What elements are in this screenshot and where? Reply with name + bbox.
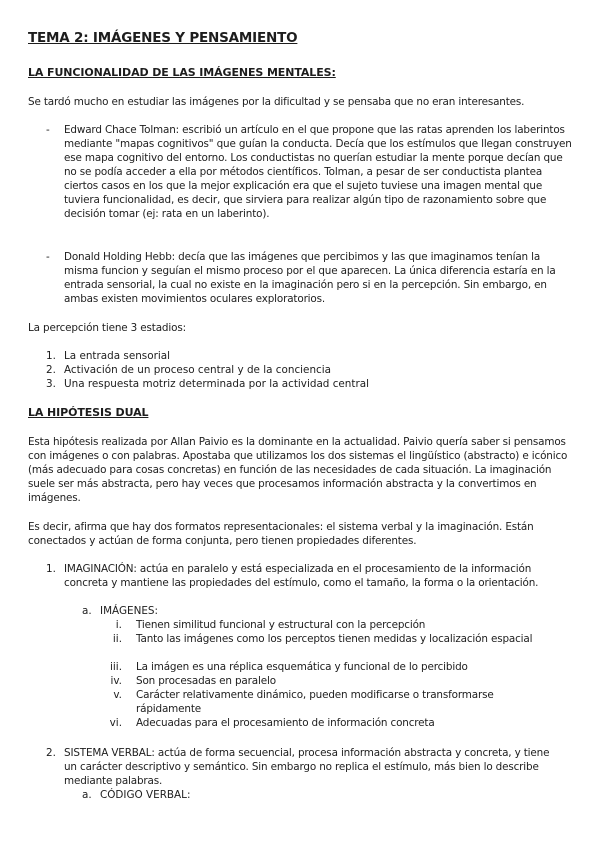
bullet-hebb: Donald Holding Hebb: decía que las imágenes que percibimos y las que imaginamos tenían la misma funcion y seguían el mismo proceso por el que aparecen. La única diferencia estaría en la entrada sensorial, la cual no existe en la imaginación pero si en la percepción. Sin embargo, en ambas existen movimientos oculares exploratorios. bbox=[64, 251, 556, 305]
verbal-code-subheading: CÓDIGO VERBAL: bbox=[100, 789, 191, 801]
verbal-system-item: SISTEMA VERBAL: actúa de forma secuencial, procesa información abstracta y concreta, y tiene un carácter descriptivo y semántico. Sin embargo no replica el estímulo, más bien lo describe mediante palabras. bbox=[64, 747, 550, 787]
image-feature: Adecuadas para el procesamiento de información concreta bbox=[136, 717, 435, 729]
roman-marker: iv. bbox=[110, 675, 122, 687]
stage-marker: 1. bbox=[46, 350, 56, 362]
roman-marker: vi. bbox=[109, 717, 122, 729]
image-feature: La imágen es una réplica esquemática y funcional de lo percibido bbox=[136, 661, 468, 673]
roman-marker: v. bbox=[113, 689, 122, 701]
image-feature: Carácter relativamente dinámico, pueden modificarse o transformarse rápidamente bbox=[136, 689, 494, 715]
section-heading-dual: LA HIPÓTESIS DUAL bbox=[28, 406, 149, 419]
perception-intro: La percepción tiene 3 estadios: bbox=[28, 322, 186, 334]
image-feature: Tienen similitud funcional y estructural con la percepción bbox=[136, 619, 426, 631]
image-feature: Son procesadas en paralelo bbox=[136, 675, 276, 687]
list-marker: 1. bbox=[46, 563, 56, 575]
roman-marker: ii. bbox=[112, 633, 122, 645]
stage-marker: 2. bbox=[46, 364, 56, 376]
stage-marker: 3. bbox=[46, 378, 56, 390]
image-feature: Tanto las imágenes como los perceptos tienen medidas y localización espacial bbox=[136, 633, 533, 645]
page-title: TEMA 2: IMÁGENES Y PENSAMIENTO bbox=[28, 30, 298, 46]
dual-paragraph-1: Esta hipótesis realizada por Allan Paivio es la dominante en la actualidad. Paivio quería saber si pensamos con imágenes o con palabras. Apostaba que utilizamos los dos sistemas el lingüístico (abstracto) e icónico (más adecuado para cosas concretas) en función de las necesidades de cada situación. La imaginación suele ser más abstracta, pero hay veces que procesamos información abstracta y la convertimos en imágenes. bbox=[28, 436, 568, 504]
sub-marker: a. bbox=[82, 605, 92, 617]
imagination-item: IMAGINACIÓN: actúa en paralelo y está especializada en el procesamiento de la información concreta y mantiene las propiedades del estímulo, como el tamaño, la forma o la orientación. bbox=[64, 563, 539, 589]
list-marker: 2. bbox=[46, 747, 56, 759]
stage-item: La entrada sensorial bbox=[64, 350, 170, 362]
section-heading-functionality: LA FUNCIONALIDAD DE LAS IMÁGENES MENTALES: bbox=[28, 66, 336, 79]
sub-marker: a. bbox=[82, 789, 92, 801]
roman-marker: i. bbox=[115, 619, 122, 631]
bullet-marker: - bbox=[46, 251, 50, 263]
roman-marker: iii. bbox=[110, 661, 122, 673]
dual-paragraph-2: Es decir, afirma que hay dos formatos representacionales: el sistema verbal y la imaginación. Están conectados y actúan de forma conjunta, pero tienen propiedades diferentes. bbox=[28, 521, 534, 547]
bullet-tolman: Edward Chace Tolman: escribió un artículo en el que propone que las ratas aprenden los laberintos mediante "mapas cognitivos" que guían la conducta. Decía que los estímulos que llegan construyen ese mapa cognitivo del entorno. Los conductistas no querían estudiar la mente porque decían que no se podía acceder a ella por métodos científicos. Tolman, a pesar de ser conductista plantea ciertos casos en los que la mejor explicación era que el sujeto tuviese una imagen mental que tuviera funcionalidad, es decir, que sirviera para realizar algún tipo de razonamiento sobre que decisión tomar (ej: rata en un laberinto). bbox=[64, 124, 572, 220]
stage-item: Activación de un proceso central y de la conciencia bbox=[64, 364, 331, 376]
images-subheading: IMÁGENES: bbox=[100, 605, 159, 617]
intro-paragraph: Se tardó mucho en estudiar las imágenes por la dificultad y se pensaba que no eran interesantes. bbox=[28, 96, 525, 108]
bullet-marker: - bbox=[46, 124, 50, 136]
stage-item: Una respuesta motriz determinada por la actividad central bbox=[64, 378, 369, 390]
